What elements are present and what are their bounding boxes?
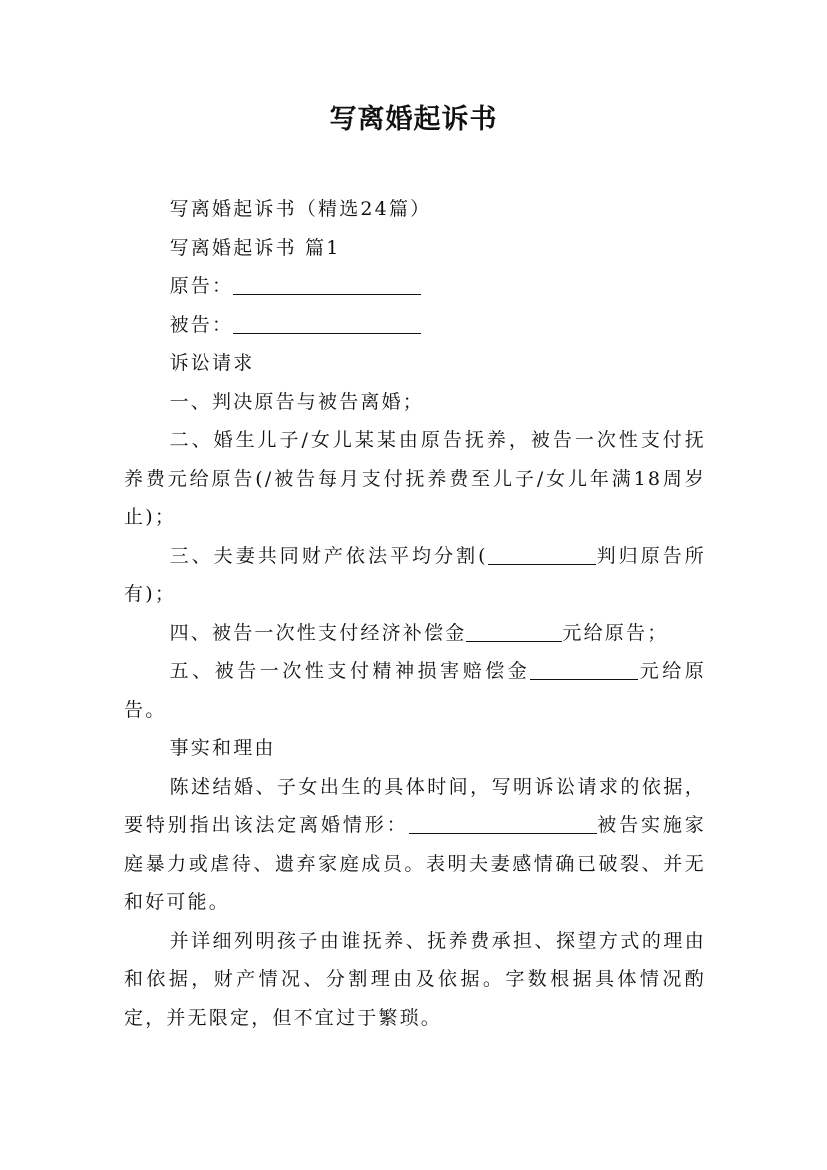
facts-paragraph-2: 并详细列明孩子由谁抚养、抚养费承担、探望方式的理由和依据，财产情况、分割理由及依据。字数根据具体情况酌定，并无限定，但不宜过于繁琐。 [124,929,706,1029]
claim-3 [124,537,706,614]
claim-3-text-before: 三、夫妻共同财产依法平均分割( [169,544,488,567]
claim-3-blank [488,544,596,565]
claim-4 [124,614,706,653]
facts-1-blank [409,813,597,834]
claims-heading: 诉讼请求 [169,352,255,374]
plaintiff-line [124,267,706,306]
defendant-blank [233,313,421,334]
facts-paragraph-1 [124,768,706,922]
subtitle: 写离婚起诉书（精选24篇） [169,198,432,220]
claim-5 [124,652,706,729]
facts-heading: 事实和理由 [169,737,276,759]
claim-4-text-after: 元给原告； [562,621,669,644]
claim-2: 二、婚生儿子/女儿某某由原告抚养，被告一次性支付抚养费元给原告(/被告每月支付抚养费至儿子/女儿年满18周岁止)； [124,429,706,528]
plaintiff-blank [233,274,421,295]
document-title: 写离婚起诉书 [329,104,498,135]
claim-1: 一、判决原告与被告离婚； [169,390,424,413]
defendant-label: 被告： [169,313,234,336]
plaintiff-label: 原告： [169,275,234,297]
facts-1-text-after: 被告实施家庭暴力或虐待、遗弃家庭成员。表明夫妻感情确已破裂、并无和好可能。 [124,814,706,913]
claim-5-text-after: 元给原告。 [124,660,707,721]
claim-5-text-before: 五、被告一次性支付精神损害赔偿金 [169,660,531,682]
claim-3-text-after: 判归原告所有)； [124,544,706,605]
claim-5-blank [530,659,638,680]
section-heading: 写离婚起诉书 篇1 [169,236,341,259]
claim-4-text-before: 四、被告一次性支付经济补偿金 [169,621,467,644]
facts-1-text-before: 陈述结婚、子女出生的具体时间，写明诉讼请求的依据，要特别指出该法定离婚情形： [124,775,706,836]
defendant-line [124,306,706,345]
claim-4-blank [466,621,562,642]
document-body [124,190,706,1037]
